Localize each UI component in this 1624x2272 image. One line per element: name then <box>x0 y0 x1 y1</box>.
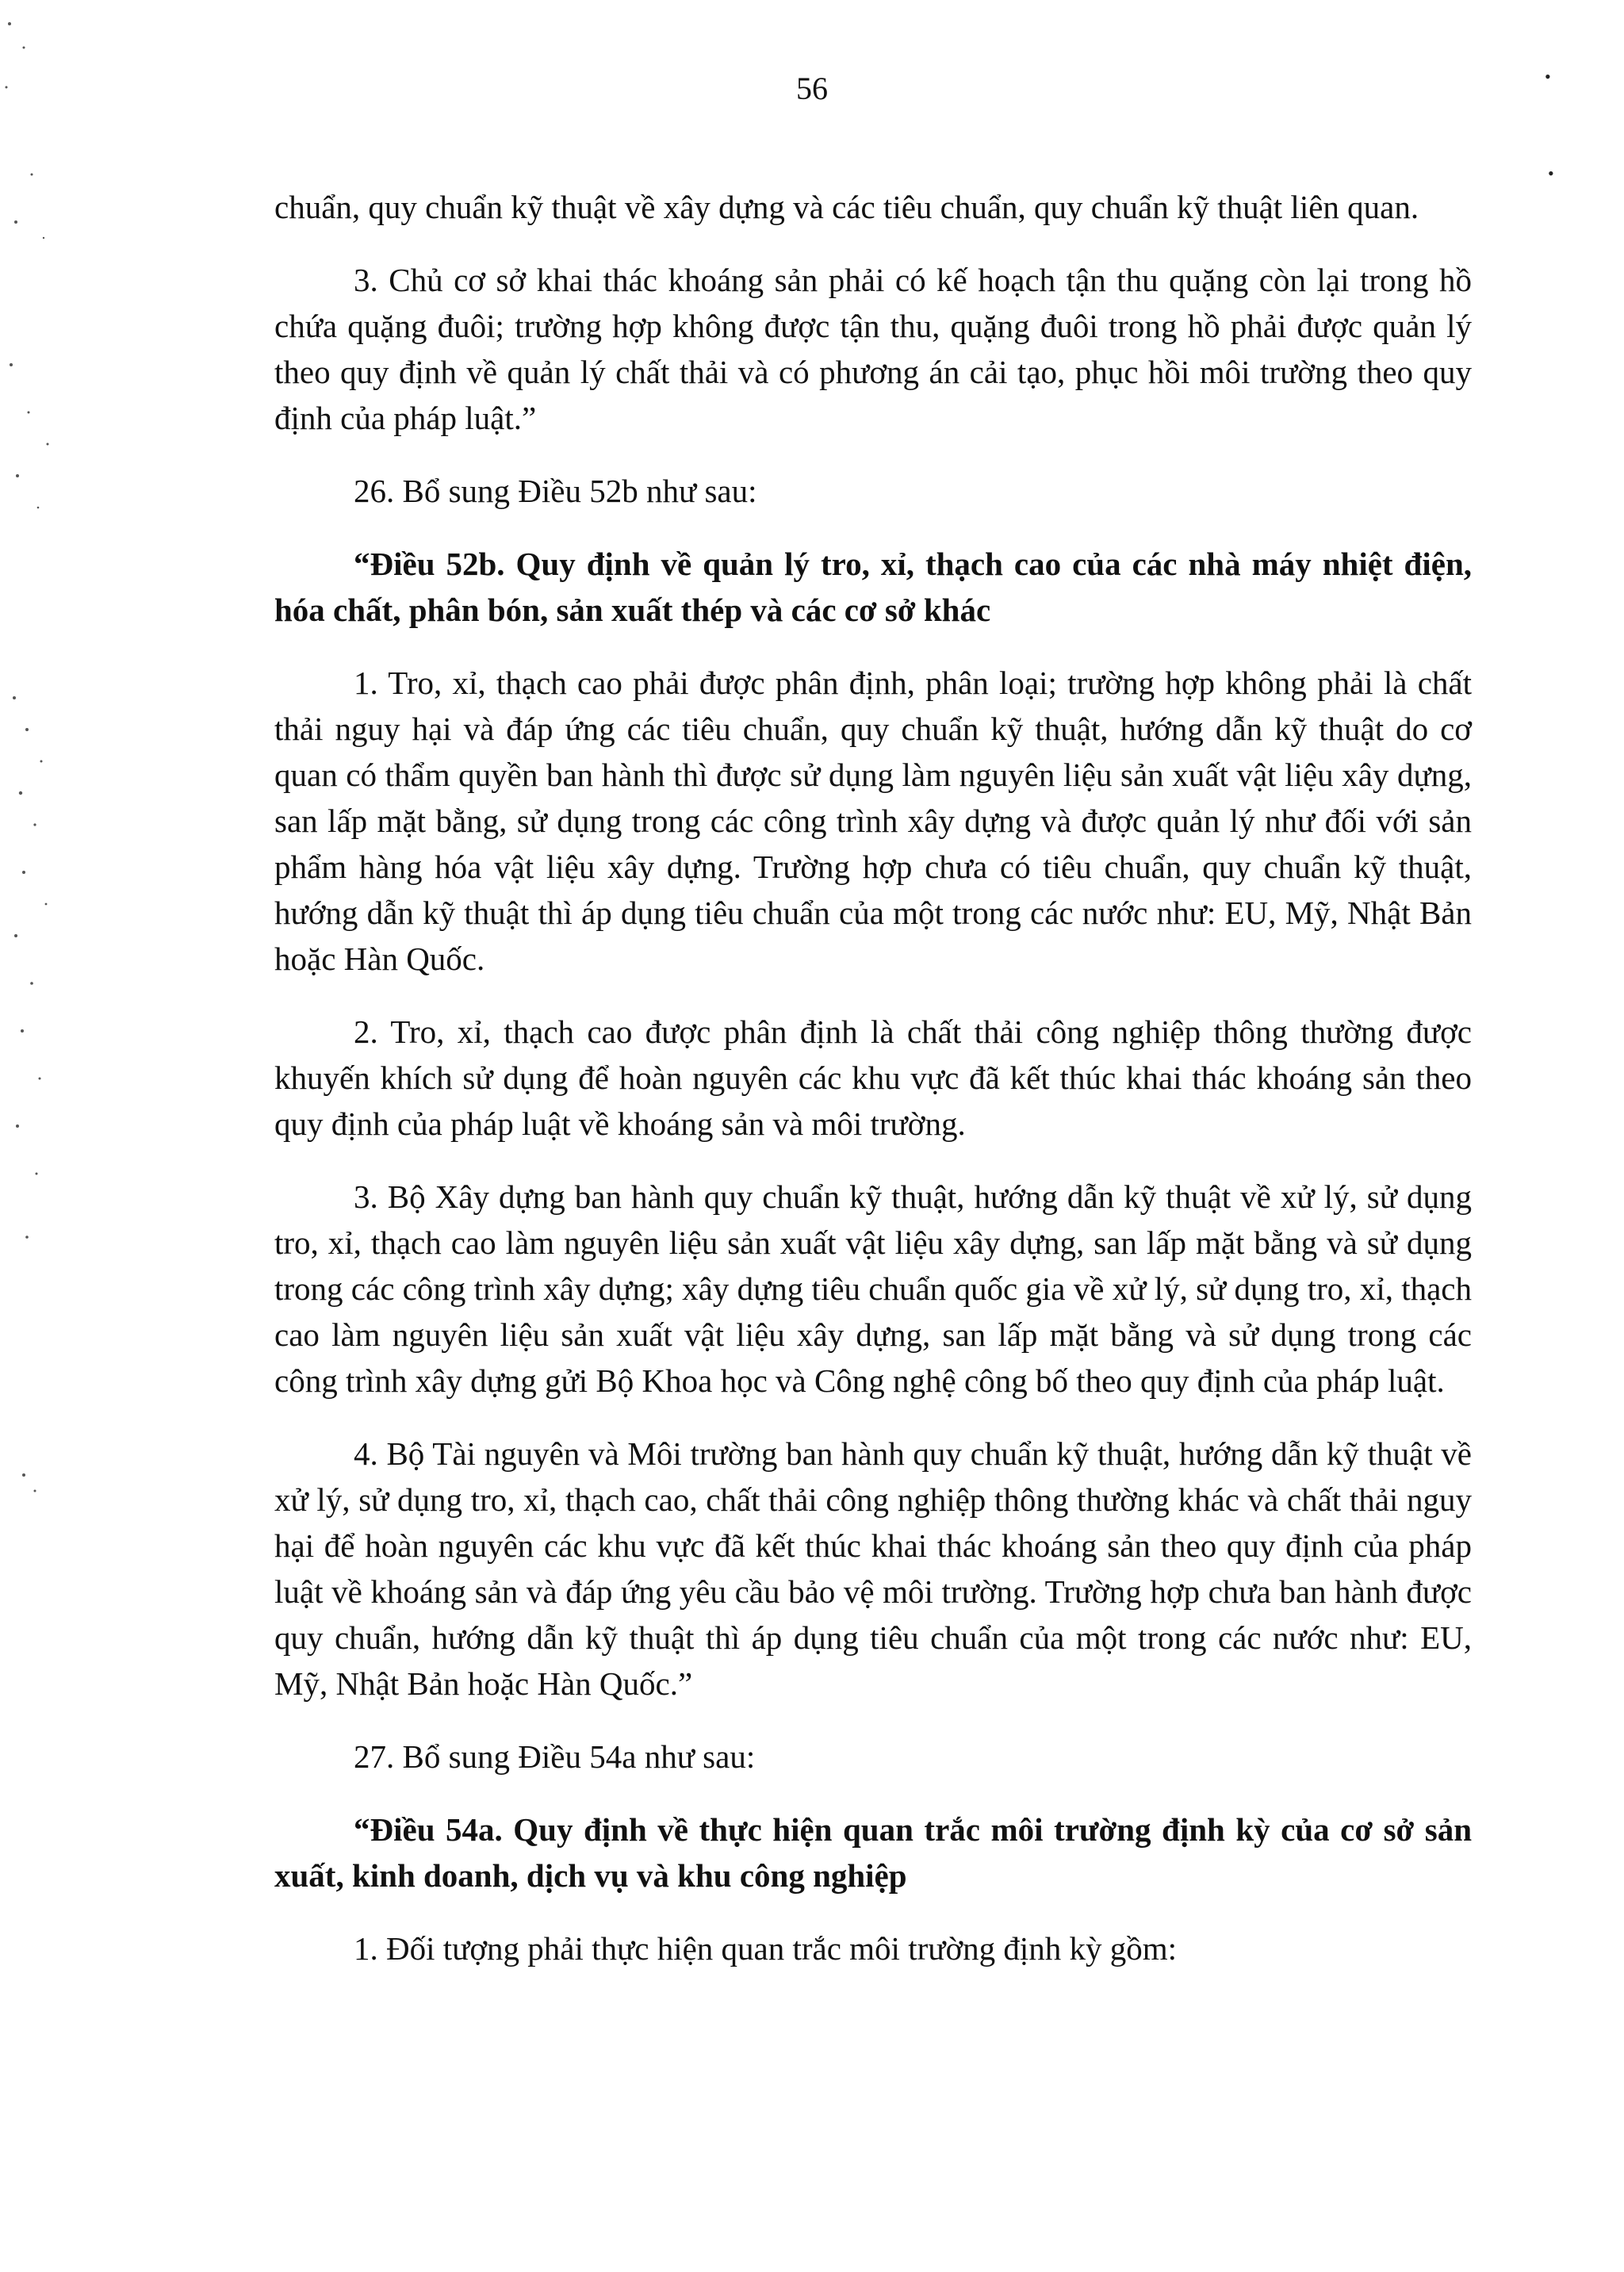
paragraph: 1. Tro, xỉ, thạch cao phải được phân định, phân loại; trường hợp không phải là chất thải nguy hại và đáp ứng các tiêu chuẩn, quy chuẩn kỹ thuật, hướng dẫn kỹ thuật do cơ quan có thẩm quyền ban hành thì được sử dụng làm nguyên liệu sản xuất vật liệu xây dựng, san lấp mặt bằng, sử dụng trong các công trình xây dựng và được quản lý như đối với sản phẩm hàng hóa vật liệu xây dựng. Trường hợp chưa có tiêu chuẩn, quy chuẩn kỹ thuật, hướng dẫn kỹ thuật thì áp dụng tiêu chuẩn của một trong các nước như: EU, Mỹ, Nhật Bản hoặc Hàn Quốc. <box>274 665 1472 977</box>
article-heading: “Điều 54a. Quy định về thực hiện quan trắc môi trường định kỳ của cơ sở sản xuất, kinh doanh, dịch vụ và khu công nghiệp <box>274 1811 1472 1894</box>
paragraph: 2. Tro, xỉ, thạch cao được phân định là chất thải công nghiệp thông thường được khuyến khích sử dụng để hoàn nguyên các khu vực đã kết thúc khai thác khoáng sản theo quy định của pháp luật về khoáng sản và môi trường. <box>274 1013 1472 1142</box>
scan-speckle-graphic <box>0 0 95 1507</box>
paragraph: chuẩn, quy chuẩn kỹ thuật về xây dựng và các tiêu chuẩn, quy chuẩn kỹ thuật liên quan. <box>274 189 1419 225</box>
scan-mark: • <box>1545 67 1551 86</box>
paragraph: 3. Bộ Xây dựng ban hành quy chuẩn kỹ thuật, hướng dẫn kỹ thuật về xử lý, sử dụng tro, xỉ, thạch cao làm nguyên liệu sản xuất vật liệu xây dựng, san lấp mặt bằng và sử dụng trong các công trình xây dựng; xây dựng tiêu chuẩn quốc gia về xử lý, sử dụng tro, xỉ, thạch cao làm nguyên liệu sản xuất vật liệu xây dựng, san lấp mặt bằng và sử dụng trong các công trình xây dựng gửi Bộ Khoa học và Công nghệ công bố theo quy định của pháp luật. <box>274 1178 1472 1399</box>
document-body <box>274 184 1472 1998</box>
scan-edge-noise <box>0 0 95 1507</box>
paragraph: 3. Chủ cơ sở khai thác khoáng sản phải có kế hoạch tận thu quặng còn lại trong hồ chứa quặng đuôi; trường hợp không được tận thu, quặng đuôi trong hồ phải được quản lý theo quy định về quản lý chất thải và có phương án cải tạo, phục hồi môi trường theo quy định của pháp luật.” <box>274 262 1472 436</box>
paragraph: 1. Đối tượng phải thực hiện quan trắc môi trường định kỳ gồm: <box>354 1930 1178 1967</box>
paragraph: 27. Bổ sung Điều 54a như sau: <box>354 1738 756 1775</box>
page-number: 56 <box>796 71 828 106</box>
paragraph: 26. Bổ sung Điều 52b như sau: <box>354 473 757 509</box>
article-heading: “Điều 52b. Quy định về quản lý tro, xỉ, thạch cao của các nhà máy nhiệt điện, hóa chất, phân bón, sản xuất thép và các cơ sở khác <box>274 546 1472 628</box>
scan-mark: • <box>1548 163 1554 183</box>
paragraph: 4. Bộ Tài nguyên và Môi trường ban hành quy chuẩn kỹ thuật, hướng dẫn kỹ thuật về xử lý, sử dụng tro, xỉ, thạch cao, chất thải công nghiệp thông thường khác và chất thải nguy hại để hoàn nguyên các khu vực đã kết thúc khai thác khoáng sản theo quy định của pháp luật về khoáng sản và đáp ứng yêu cầu bảo vệ môi trường. Trường hợp chưa ban hành được quy chuẩn, hướng dẫn kỹ thuật thì áp dụng tiêu chuẩn của một trong các nước như: EU, Mỹ, Nhật Bản hoặc Hàn Quốc.” <box>274 1435 1472 1702</box>
